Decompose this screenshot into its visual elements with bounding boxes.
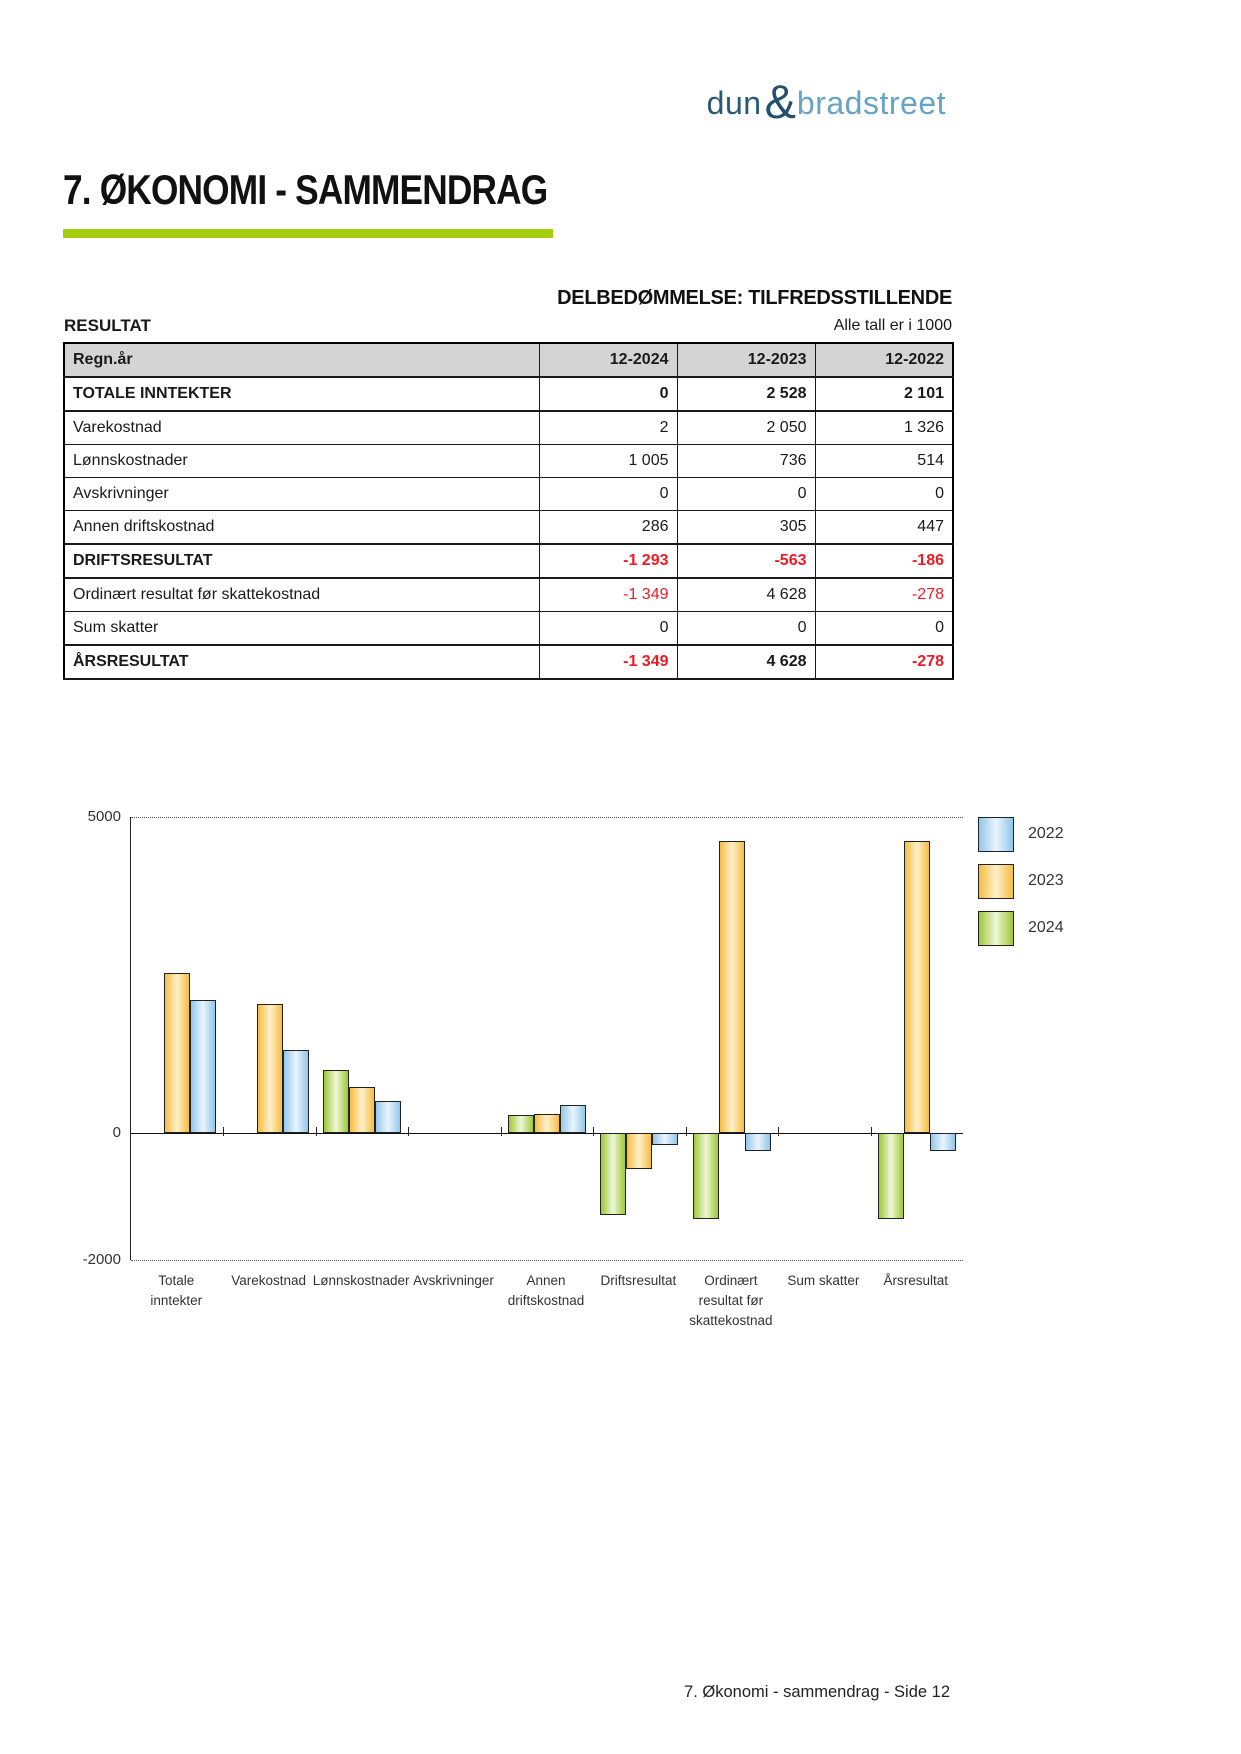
results-table bbox=[63, 342, 954, 680]
table-row bbox=[64, 511, 953, 545]
x-axis-tick bbox=[778, 1127, 779, 1136]
legend-label: 2022 bbox=[1028, 825, 1064, 842]
bar-2022-0 bbox=[190, 1000, 216, 1133]
table-row bbox=[64, 445, 953, 478]
row-label: Avskrivninger bbox=[64, 478, 539, 511]
legend-label: 2024 bbox=[1028, 919, 1064, 936]
table-cell-value: 0 bbox=[539, 612, 677, 646]
row-label: ÅRSRESULTAT bbox=[64, 645, 539, 679]
x-axis-label-line: Avskrivninger bbox=[413, 1273, 494, 1288]
bar-2024-8 bbox=[878, 1133, 904, 1218]
table-cell-value: -1 293 bbox=[539, 544, 677, 578]
page-title: 7. ØKONOMI - SAMMENDRAG bbox=[63, 166, 548, 213]
table-cell-value: 2 101 bbox=[815, 377, 953, 411]
x-axis-label-line: resultat før bbox=[698, 1293, 764, 1308]
table-row bbox=[64, 544, 953, 578]
logo-text-bradstreet: bradstreet bbox=[796, 85, 946, 121]
table-cell-value: 2 050 bbox=[677, 411, 815, 445]
y-axis-tick-label: 5000 bbox=[87, 808, 121, 825]
row-label: Varekostnad bbox=[64, 411, 539, 445]
row-label: Lønnskostnader bbox=[64, 445, 539, 478]
row-label: DRIFTSRESULTAT bbox=[64, 544, 539, 578]
bar-2023-1 bbox=[257, 1004, 283, 1134]
bar-2023-2 bbox=[349, 1087, 375, 1134]
section-label-resultat: RESULTAT bbox=[64, 316, 151, 335]
table-cell-value: -1 349 bbox=[539, 578, 677, 612]
x-axis-label-line: Sum skatter bbox=[787, 1273, 860, 1288]
x-axis-label bbox=[845, 1271, 987, 1291]
table-cell-value: 447 bbox=[815, 511, 953, 545]
column-header-label: Regn.år bbox=[64, 343, 539, 377]
row-label: Sum skatter bbox=[64, 612, 539, 646]
bar-2024-5 bbox=[600, 1133, 626, 1215]
x-axis-label-line: Årsresultat bbox=[883, 1273, 949, 1288]
bar-2024-4 bbox=[508, 1115, 534, 1133]
table-cell-value: 0 bbox=[677, 612, 815, 646]
table-cell-value: 0 bbox=[677, 478, 815, 511]
table-cell-value: 0 bbox=[815, 478, 953, 511]
x-axis-label-line: driftskostnad bbox=[507, 1293, 585, 1308]
x-axis-tick bbox=[871, 1127, 872, 1136]
table-cell-value: 286 bbox=[539, 511, 677, 545]
unit-note: Alle tall er i 1000 bbox=[833, 317, 952, 334]
x-axis-label-line: Lønnskostnader bbox=[312, 1273, 410, 1288]
table-cell-value: -278 bbox=[815, 578, 953, 612]
bar-2023-0 bbox=[164, 973, 190, 1133]
x-axis-tick bbox=[686, 1127, 687, 1136]
table-cell-value: 514 bbox=[815, 445, 953, 478]
table-cell-value: 1 005 bbox=[539, 445, 677, 478]
title-underline-rule bbox=[63, 229, 553, 238]
x-axis-label-line: skattekostnad bbox=[689, 1313, 773, 1328]
x-axis-tick bbox=[223, 1127, 224, 1136]
dun-bradstreet-logo bbox=[706, 70, 946, 128]
legend-label: 2023 bbox=[1028, 872, 1064, 889]
table-cell-value: -563 bbox=[677, 544, 815, 578]
table-cell-value: 0 bbox=[539, 478, 677, 511]
legend-swatch-2024 bbox=[978, 911, 1014, 946]
bar-2022-8 bbox=[930, 1133, 956, 1151]
page-footer: 7. Økonomi - sammendrag - Side 12 bbox=[684, 1683, 950, 1701]
assessment-label: DELBEDØMMELSE: TILFREDSSTILLENDE bbox=[557, 287, 952, 309]
x-axis-label-line: inntekter bbox=[150, 1293, 203, 1308]
bar-2022-5 bbox=[652, 1133, 678, 1145]
bar-2024-2 bbox=[323, 1070, 349, 1134]
column-header-year: 12-2022 bbox=[815, 343, 953, 377]
column-header-year: 12-2023 bbox=[677, 343, 815, 377]
logo-ampersand-icon: & bbox=[764, 75, 796, 128]
logo-text-dun: dun bbox=[706, 85, 762, 121]
y-axis-tick-label: -2000 bbox=[82, 1251, 121, 1268]
x-axis-label-line: Totale bbox=[158, 1273, 195, 1288]
table-row bbox=[64, 411, 953, 445]
row-label: Annen driftskostnad bbox=[64, 511, 539, 545]
table-row bbox=[64, 578, 953, 612]
legend-swatch-2022 bbox=[978, 817, 1014, 852]
table-cell-value: 2 bbox=[539, 411, 677, 445]
x-axis-label-line: Ordinært bbox=[704, 1273, 758, 1288]
table-cell-value: 1 326 bbox=[815, 411, 953, 445]
row-label: TOTALE INNTEKTER bbox=[64, 377, 539, 411]
row-label: Ordinært resultat før skattekostnad bbox=[64, 578, 539, 612]
y-gridline bbox=[131, 1260, 963, 1261]
y-axis-tick-label: 0 bbox=[112, 1124, 121, 1142]
bar-2023-4 bbox=[534, 1114, 560, 1133]
table-cell-value: 2 528 bbox=[677, 377, 815, 411]
chart-plot bbox=[82, 808, 963, 1268]
bar-2024-6 bbox=[693, 1133, 719, 1218]
table-row bbox=[64, 612, 953, 646]
table-cell-value: 4 628 bbox=[677, 645, 815, 679]
bar-2023-6 bbox=[719, 841, 745, 1134]
x-axis-labels bbox=[130, 1271, 962, 1351]
chart-legend bbox=[978, 817, 1178, 957]
table-cell-value: 736 bbox=[677, 445, 815, 478]
x-axis-tick bbox=[593, 1127, 594, 1136]
table-cell-value: 0 bbox=[815, 612, 953, 646]
x-axis-tick bbox=[316, 1127, 317, 1136]
bar-2023-5 bbox=[626, 1133, 652, 1169]
bar-2022-1 bbox=[283, 1050, 309, 1134]
x-axis-tick bbox=[408, 1127, 409, 1136]
x-axis-label-line: Annen bbox=[526, 1273, 566, 1288]
table-row bbox=[64, 377, 953, 411]
column-header-year: 12-2024 bbox=[539, 343, 677, 377]
table-cell-value: 0 bbox=[539, 377, 677, 411]
bar-2022-6 bbox=[745, 1133, 771, 1151]
bar-2023-8 bbox=[904, 841, 930, 1134]
x-axis-tick bbox=[501, 1127, 502, 1136]
bar-2022-2 bbox=[375, 1101, 401, 1134]
table-cell-value: 305 bbox=[677, 511, 815, 545]
results-table-body bbox=[64, 377, 953, 679]
results-table-head bbox=[64, 343, 953, 377]
table-cell-value: -186 bbox=[815, 544, 953, 578]
zero-axis-line bbox=[131, 1133, 963, 1134]
table-row bbox=[64, 645, 953, 679]
x-axis-label-line: Driftsresultat bbox=[600, 1273, 677, 1288]
table-cell-value: 4 628 bbox=[677, 578, 815, 612]
legend-swatch-2023 bbox=[978, 864, 1014, 899]
table-header-row bbox=[64, 343, 953, 377]
x-axis-label-line: Varekostnad bbox=[231, 1273, 307, 1288]
table-row bbox=[64, 478, 953, 511]
table-cell-value: -278 bbox=[815, 645, 953, 679]
table-cell-value: -1 349 bbox=[539, 645, 677, 679]
y-gridline bbox=[131, 817, 963, 818]
bar-2022-4 bbox=[560, 1105, 586, 1133]
